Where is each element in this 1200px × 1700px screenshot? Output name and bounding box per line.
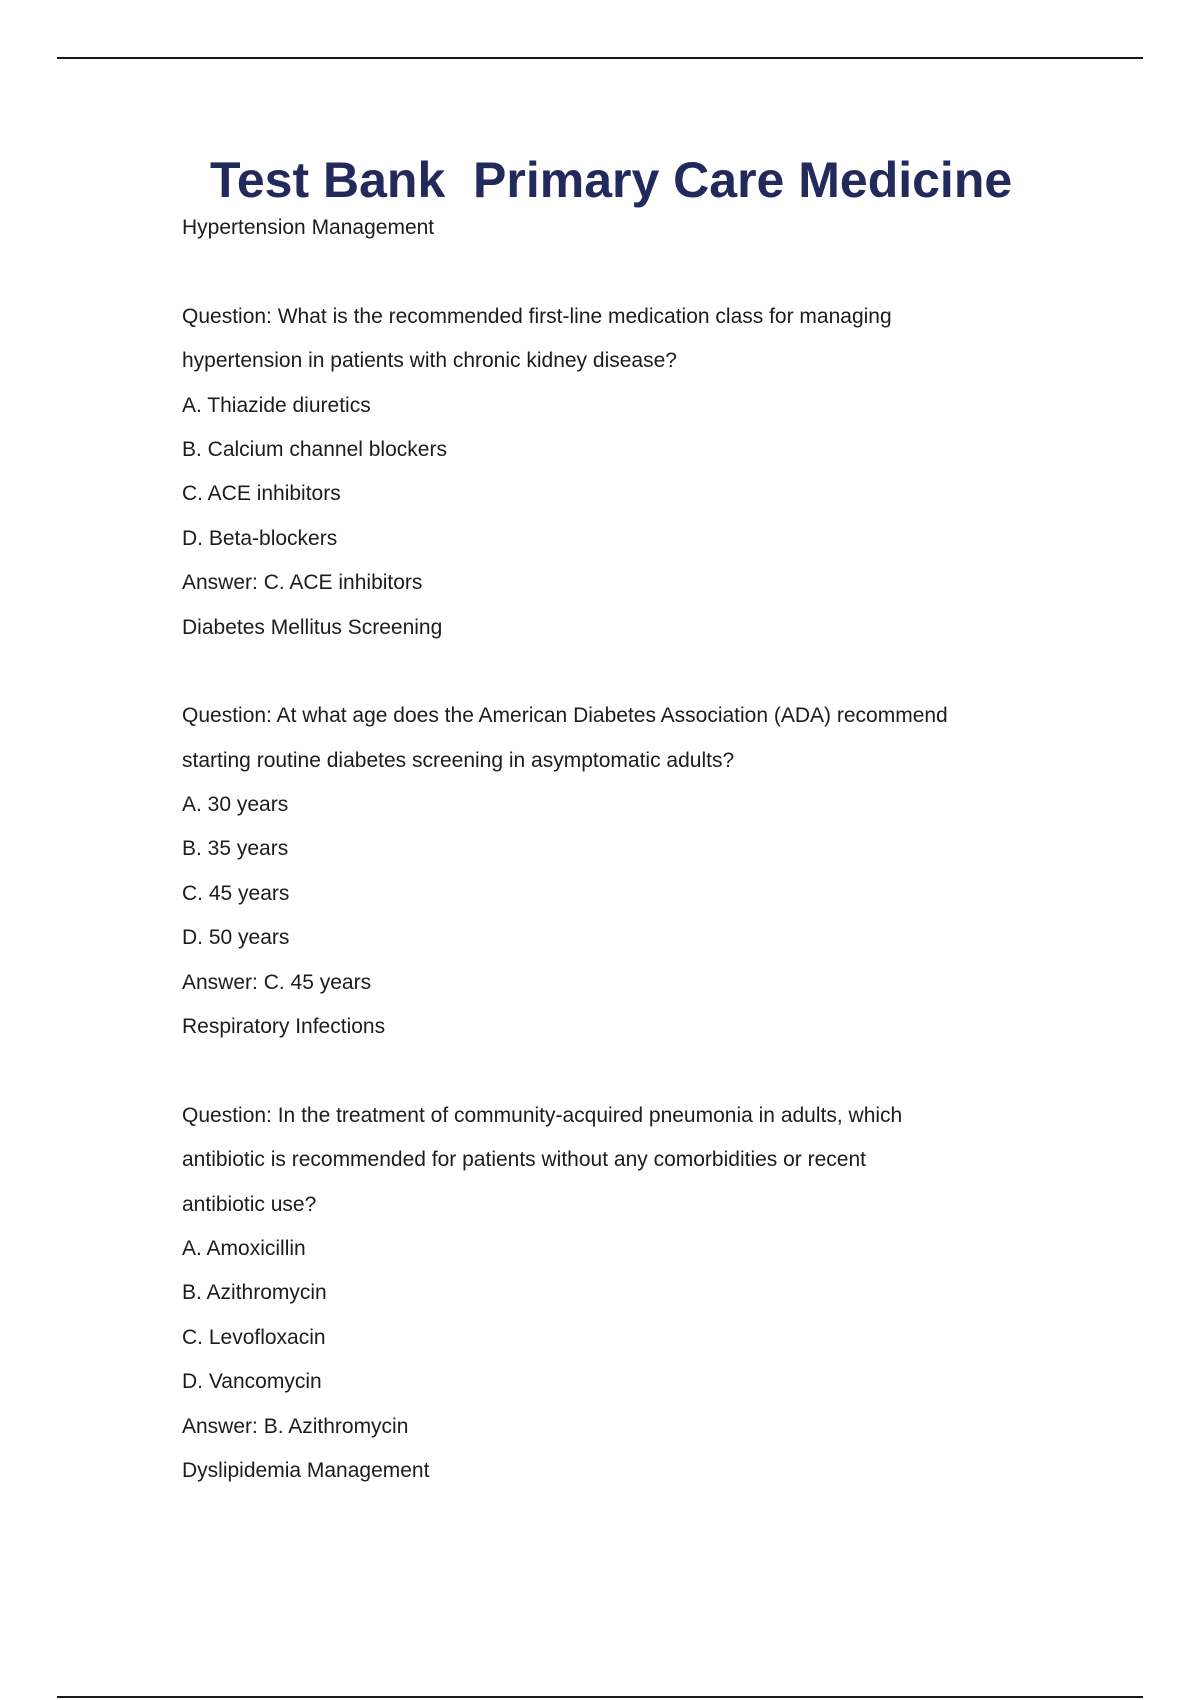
- answer-option: D. Vancomycin: [182, 1370, 322, 1394]
- answer-option: B. 35 years: [182, 837, 289, 861]
- page-title: Test Bank Primary Care Medicine: [210, 152, 1013, 208]
- answer-key: Answer: B. Azithromycin: [182, 1414, 409, 1438]
- question-text: Question: In the treatment of community-acquired pneumonia in adults, which: [182, 1103, 903, 1127]
- answer-option: A. 30 years: [182, 793, 289, 817]
- answer-option: C. 45 years: [182, 881, 290, 905]
- section-heading: Dyslipidemia Management: [182, 1458, 430, 1482]
- question-text: antibiotic is recommended for patients without any comorbidities or recent: [182, 1148, 866, 1172]
- section-heading: Hypertension Management: [182, 216, 435, 239]
- question-text: hypertension in patients with chronic kidney disease?: [182, 349, 677, 373]
- spacer: [182, 1049, 1042, 1093]
- answer-option: C. Levofloxacin: [182, 1325, 326, 1349]
- question-text: Question: What is the recommended first-line medication class for managing: [182, 304, 892, 328]
- answer-option: C. ACE inhibitors: [182, 482, 341, 506]
- bottom-divider: [57, 1696, 1143, 1698]
- top-divider: [57, 57, 1143, 59]
- spacer: [182, 250, 1042, 294]
- section-heading: Respiratory Infections: [182, 1015, 386, 1039]
- answer-option: D. Beta-blockers: [182, 526, 338, 550]
- answer-option: A. Thiazide diuretics: [182, 393, 371, 417]
- question-text: Question: At what age does the American Diabetes Association (ADA) recommend: [182, 704, 948, 728]
- question-text: starting routine diabetes screening in asymptomatic adults?: [182, 748, 735, 772]
- document-body: [182, 206, 1042, 1493]
- answer-option: B. Calcium channel blockers: [182, 437, 447, 461]
- spacer: [182, 650, 1042, 694]
- answer-key: Answer: C. 45 years: [182, 970, 372, 994]
- answer-option: A. Amoxicillin: [182, 1236, 306, 1260]
- answer-option: B. Azithromycin: [182, 1281, 327, 1305]
- section-heading: Diabetes Mellitus Screening: [182, 615, 443, 639]
- answer-key: Answer: C. ACE inhibitors: [182, 571, 423, 595]
- question-text: antibiotic use?: [182, 1192, 317, 1216]
- answer-option: D. 50 years: [182, 926, 290, 950]
